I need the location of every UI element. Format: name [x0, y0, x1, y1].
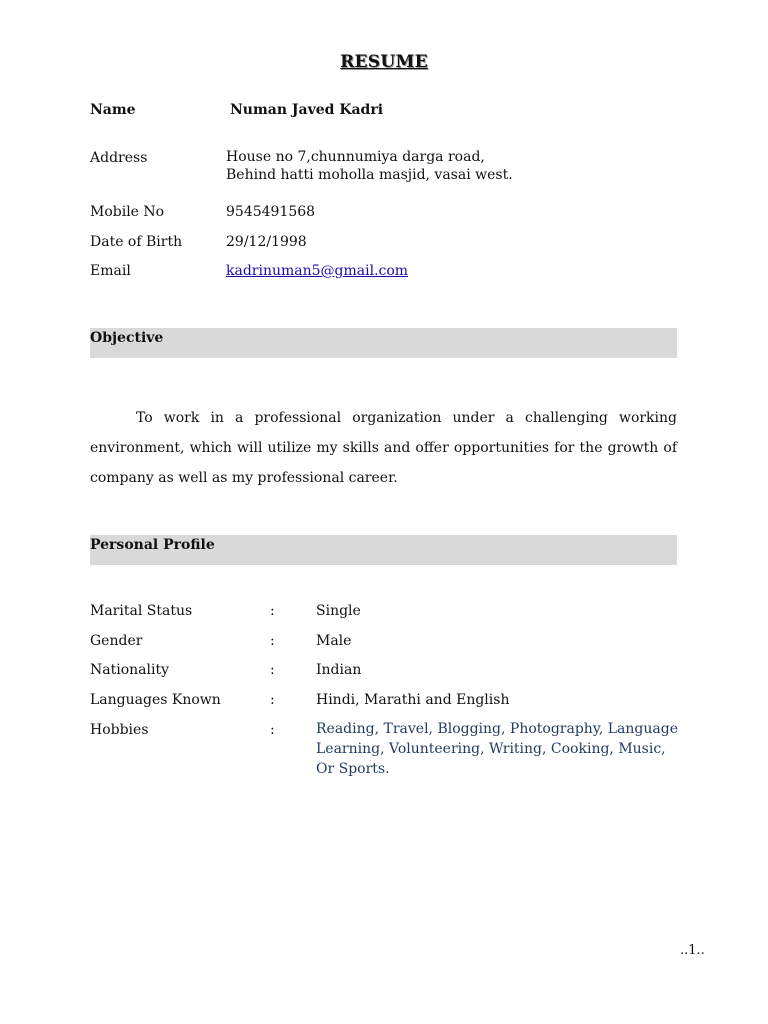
- address-line-1: House no 7,chunnumiya darga road,: [226, 149, 485, 165]
- resume-title: RESUME: [340, 52, 428, 72]
- dob-value: 29/12/1998: [226, 234, 307, 250]
- gender-separator: :: [270, 633, 275, 649]
- address-label: Address: [90, 150, 148, 166]
- mobile-value: 9545491568: [226, 204, 316, 220]
- marital-status-value: Single: [316, 603, 361, 619]
- marital-status-separator: :: [270, 603, 275, 619]
- nationality-separator: :: [270, 662, 275, 678]
- languages-value: Hindi, Marathi and English: [316, 692, 510, 708]
- nationality-value: Indian: [316, 662, 362, 678]
- name-value: Numan Javed Kadri: [230, 102, 384, 118]
- hobbies-separator: :: [270, 722, 275, 738]
- address-line-2: Behind hatti moholla masjid, vasai west.: [226, 167, 513, 183]
- objective-text: To work in a professional organization under a challenging working environment, which will utilize my skills and offer opportunities for the growth of company as well as my professional career.: [90, 410, 677, 486]
- nationality-label: Nationality: [90, 662, 169, 678]
- dob-label: Date of Birth: [90, 234, 183, 250]
- mobile-label: Mobile No: [90, 204, 165, 220]
- name-label: Name: [90, 102, 136, 118]
- gender-value: Male: [316, 633, 352, 649]
- email-label: Email: [90, 263, 131, 279]
- languages-label: Languages Known: [90, 692, 221, 708]
- email-link[interactable]: kadrinuman5@gmail.com: [226, 263, 409, 279]
- marital-status-label: Marital Status: [90, 603, 193, 619]
- personal-profile-heading-band: [90, 535, 677, 565]
- hobbies-label: Hobbies: [90, 722, 149, 738]
- objective-heading-band: [90, 328, 677, 358]
- languages-separator: :: [270, 692, 275, 708]
- objective-heading: Objective: [90, 330, 164, 346]
- hobbies-value: Reading, Travel, Blogging, Photography, Language Learning, Volunteering, Writing, Cooking, Music, Or Sports.: [316, 721, 678, 777]
- gender-label: Gender: [90, 633, 143, 649]
- personal-profile-heading: Personal Profile: [90, 537, 215, 553]
- page-number: ..1..: [680, 943, 705, 958]
